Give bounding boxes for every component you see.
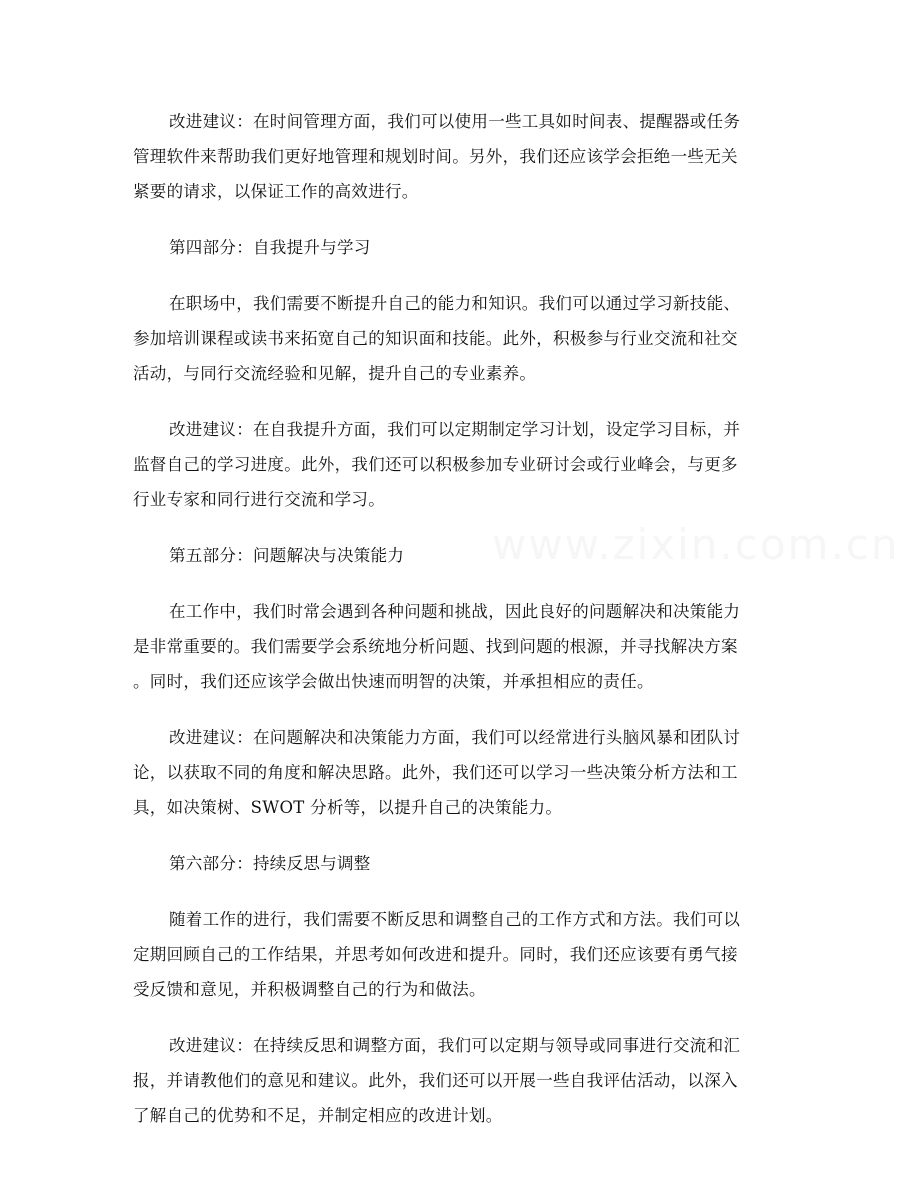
text-line: 是非常重要的。我们需要学会系统地分析问题、找到问题的根源，并寻找解决方案 <box>133 637 738 656</box>
paragraph <box>133 286 787 391</box>
text-line: 改进建议：在问题解决和决策能力方面，我们可以经常进行头脑风暴和团队讨 <box>169 728 741 747</box>
text-line: 报，并请教他们的意见和建议。此外，我们还可以开展一些自我评估活动，以深入 <box>133 1071 738 1090</box>
text-line: 论，以获取不同的角度和解决思路。此外，我们还可以学习一些决策分析方法和工 <box>133 763 738 782</box>
text-line: 紧要的请求，以保证工作的高效进行。 <box>133 182 419 201</box>
text-line: 第五部分：问题解决与决策能力 <box>169 546 405 565</box>
section-heading <box>133 846 787 881</box>
text-line: 定期回顾自己的工作结果，并思考如何改进和提升。同时，我们还应该要有勇气接 <box>133 945 738 964</box>
text-line: 第四部分：自我提升与学习 <box>169 238 371 257</box>
text-line: 第六部分：持续反思与调整 <box>169 854 371 873</box>
section-heading <box>133 538 787 573</box>
text-line: 改进建议：在持续反思和调整方面，我们可以定期与领导或同事进行交流和汇 <box>169 1036 741 1055</box>
text-line: 改进建议：在自我提升方面，我们可以定期制定学习计划，设定学习目标，并 <box>169 420 741 439</box>
text-line: 。同时，我们还应该学会做出快速而明智的决策，并承担相应的责任。 <box>133 672 654 691</box>
text-line: 受反馈和意见，并积极调整自己的行为和做法。 <box>133 980 486 999</box>
text-line: 参加培训课程或读书来拓宽自己的知识面和技能。此外，积极参与行业交流和社交 <box>133 329 738 348</box>
text-line: 具，如决策树、SWOT 分析等，以提升自己的决策能力。 <box>133 798 563 817</box>
paragraph <box>133 412 787 517</box>
paragraph <box>133 594 787 699</box>
paragraph <box>133 104 787 209</box>
text-line: 监督自己的学习进度。此外，我们还可以积极参加专业研讨会或行业峰会，与更多 <box>133 455 738 474</box>
document-body <box>133 104 787 1154</box>
text-line: 在职场中，我们需要不断提升自己的能力和知识。我们可以通过学习新技能、 <box>169 294 741 313</box>
text-line: 行业专家和同行进行交流和学习。 <box>133 490 385 509</box>
text-line: 管理软件来帮助我们更好地管理和规划时间。另外，我们还应该学会拒绝一些无关 <box>133 147 738 166</box>
paragraph <box>133 1028 787 1133</box>
section-heading <box>133 230 787 265</box>
paragraph <box>133 902 787 1007</box>
watermark: www.zixin.com.cn <box>492 520 900 569</box>
text-line: 改进建议：在时间管理方面，我们可以使用一些工具如时间表、提醒器或任务 <box>169 112 741 131</box>
paragraph <box>133 720 787 825</box>
text-line: 随着工作的进行，我们需要不断反思和调整自己的工作方式和方法。我们可以 <box>169 910 741 929</box>
text-line: 在工作中，我们时常会遇到各种问题和挑战，因此良好的问题解决和决策能力 <box>169 602 741 621</box>
text-line: 活动，与同行交流经验和见解，提升自己的专业素养。 <box>133 364 537 383</box>
text-line: 了解自己的优势和不足，并制定相应的改进计划。 <box>133 1106 503 1125</box>
